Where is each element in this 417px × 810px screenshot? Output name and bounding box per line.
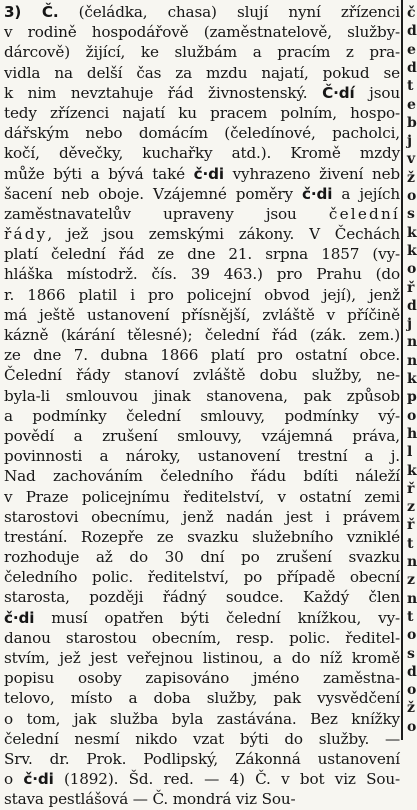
headword-abbrev: č·di — [302, 184, 333, 203]
fragment-letter: k — [407, 224, 417, 241]
text-line — [4, 527, 400, 547]
fragment-letter: d — [407, 23, 417, 40]
fragment-letter: n — [407, 352, 417, 369]
fragment-letter: b — [407, 114, 417, 131]
text-line — [4, 386, 400, 406]
text-line — [4, 587, 400, 607]
line-text: povědí a zrušení smlouvy, vzájemná práva, — [4, 426, 400, 445]
spaced-term: řády — [4, 225, 48, 244]
text-line — [4, 466, 400, 486]
fragment-letter: ř — [407, 480, 415, 497]
line-text: r. 1866 platil i pro policejní obvod její), jenž — [4, 285, 400, 304]
fragment-letter: k — [407, 242, 417, 259]
text-line — [4, 608, 400, 628]
line-text: o — [4, 770, 24, 789]
line-text: Nad zachováním čeledního řádu bdíti náleží — [4, 467, 400, 486]
fragment-letter: ž — [407, 700, 415, 717]
line-text: k nim nevztahuje řád živnostenský. — [4, 83, 323, 102]
text-line — [4, 204, 400, 224]
text-line — [4, 224, 400, 244]
fragment-letter: d — [407, 297, 417, 314]
text-line — [4, 244, 400, 264]
fragment-letter: t — [407, 78, 414, 95]
encyclopedia-entry — [4, 2, 400, 810]
line-text: (1892). Šd. red. — 4) Č. v bot viz Sou- — [53, 770, 401, 789]
line-text: v Praze policejnímu ředitelství, v ostatní zemi — [4, 487, 400, 506]
text-line — [4, 83, 400, 103]
text-line — [4, 789, 400, 809]
line-text: stvím, jež jest veřejnou listinou, a do níž kromě — [4, 649, 400, 667]
line-text: danou starostou obecním, resp. polic. ředitel- — [4, 628, 400, 647]
text-line — [4, 668, 400, 688]
text-line — [4, 507, 400, 527]
text-line — [4, 164, 400, 184]
line-text: telovo, místo a doba služby, pak vysvědčení — [4, 689, 400, 708]
line-text: vidla na delší čas za mzdu najatí, pokud se — [4, 63, 400, 82]
fragment-letter: ž — [407, 169, 415, 186]
line-text: kočí, děvečky, kuchařky atd.). Kromě mzdy — [4, 144, 400, 163]
line-text: povinnosti a nároky, ustanovení trestní a j. — [4, 447, 400, 466]
line-text: musí opatřen býti čelední knížkou, vy- — [34, 608, 400, 627]
text-line — [4, 567, 400, 587]
headword-abbrev: č·di — [4, 608, 35, 627]
line-text: popisu osoby zapisováno jméno zaměstna- — [4, 669, 400, 688]
fragment-letter: n — [407, 590, 417, 607]
text-line — [4, 688, 400, 708]
fragment-letter: o — [407, 407, 417, 424]
line-text: (čeládka, chasa) slují nyní zřízenci — [58, 3, 400, 21]
fragment-letter: ř — [407, 517, 415, 534]
fragment-letter: o — [407, 627, 417, 644]
adjacent-column-fragment — [405, 0, 416, 740]
fragment-letter: h — [407, 425, 417, 442]
headword-abbrev: 3) Č. — [4, 3, 59, 21]
line-text: trestání. Rozepře ze svazku služebního vzniklé — [4, 527, 400, 546]
line-text: Čelední řády stanoví zvláště dobu služby, ne- — [4, 366, 400, 385]
fragment-letter: s — [407, 206, 415, 223]
line-text: hláška místodrž. čís. 39 463.) pro Prahu (do — [4, 265, 400, 284]
fragment-letter: t — [407, 535, 414, 552]
text-line — [4, 264, 400, 284]
text-line — [4, 769, 400, 789]
fragment-letter: n — [407, 334, 417, 351]
fragment-letter: ř — [407, 279, 415, 296]
text-line — [4, 184, 400, 204]
fragment-letter: k — [407, 462, 417, 479]
text-line — [4, 22, 400, 42]
line-text: Srv. dr. Prok. Podlipský, Zákonná ustanovení — [4, 749, 400, 768]
line-text: čelední nesmí nikdo vzat býti do služby. — — [4, 729, 400, 748]
line-text: kázně (kárání tělesné); čelední řád (zák. zem.) — [4, 326, 400, 344]
fragment-letter: o — [407, 682, 417, 699]
line-text: , jež jsou zemskými zákony. V Čechách — [47, 225, 400, 244]
fragment-letter: t — [407, 608, 414, 625]
text-line — [4, 103, 400, 123]
line-text: v rodině hospodářově (zaměstnatelově, služby- — [4, 23, 400, 42]
line-text: jsou — [354, 83, 400, 102]
fragment-letter: e — [407, 41, 416, 58]
line-text: dářským nebo domácím (čeledínové, pacholci, — [4, 124, 400, 143]
text-line — [4, 285, 400, 305]
text-line — [4, 628, 400, 648]
line-text: platí čelední řád ze dne 21. srpna 1857 (vy- — [4, 245, 400, 264]
fragment-letter: o — [407, 261, 417, 278]
fragment-letter: v — [407, 151, 416, 168]
text-line — [4, 42, 400, 62]
text-line — [4, 345, 400, 365]
fragment-letter: d — [407, 59, 417, 76]
fragment-letter: j — [407, 316, 413, 333]
line-text: ze dne 7. dubna 1866 platí pro ostatní obce. — [4, 346, 400, 365]
line-text: vyhrazeno živení neb — [223, 164, 400, 183]
text-line — [4, 547, 400, 567]
fragment-letter: d — [407, 663, 417, 680]
line-text: a podmínky čelední smlouvy, podmínky vý- — [4, 406, 400, 425]
headword-abbrev: č·di — [23, 770, 54, 789]
line-text: může býti a bývá také — [4, 164, 194, 183]
fragment-letter: l — [407, 444, 413, 461]
text-line — [4, 305, 400, 325]
text-line — [4, 487, 400, 507]
text-line — [4, 749, 400, 769]
text-line — [4, 648, 400, 668]
text-line — [4, 123, 400, 143]
line-text: rozhoduje až do 30 dní po zrušení svazku — [4, 548, 400, 567]
text-line — [4, 63, 400, 83]
line-text: tedy zřízenci najatí ku pracem polním, hospo- — [4, 103, 400, 122]
text-line — [4, 729, 400, 749]
headword-abbrev: č·di — [193, 164, 224, 183]
line-text: byla-li smlouvou jinak stanovena, pak způsob — [4, 386, 400, 405]
text-line — [4, 426, 400, 446]
line-text: stava pestlášová — Č. mondrá viz Sou- — [4, 790, 296, 809]
text-line — [4, 446, 400, 466]
line-text: o tom, jak služba byla zastávána. Bez knížky — [4, 709, 400, 728]
text-line — [4, 709, 400, 729]
line-text: dárcově) žijící, ke službám a pracím z pra- — [4, 43, 400, 62]
fragment-letter: n — [407, 554, 417, 570]
line-text: má ještě ustanovení přísnější, zvláště v příčině — [4, 305, 400, 324]
line-text: starostovi obecnímu, jenž nadán jest i právem — [4, 507, 400, 526]
line-text: zaměstnavatelův upraveny jsou — [4, 204, 329, 223]
fragment-letter: s — [407, 645, 415, 662]
line-text: a jejích — [332, 184, 400, 203]
fragment-letter: o — [407, 188, 417, 204]
fragment-letter: j — [407, 133, 413, 150]
line-text: starosta, později řádný soudce. Každý člen — [4, 588, 400, 607]
fragment-letter: č — [407, 5, 416, 21]
line-text: šacení neb oboje. Vzájemné poměry — [4, 184, 303, 203]
text-line — [4, 325, 400, 345]
fragment-letter: z — [407, 499, 415, 516]
fragment-letter: k — [407, 371, 417, 387]
fragment-letter: e — [407, 96, 416, 113]
line-text: čeledního polic. ředitelství, po případě obecní — [4, 568, 400, 587]
fragment-letter: z — [407, 572, 415, 589]
fragment-letter: p — [407, 389, 417, 406]
column-divider — [401, 0, 403, 740]
text-line — [4, 406, 400, 426]
headword-abbrev: Č·dí — [322, 83, 355, 102]
text-line — [4, 2, 400, 22]
text-line — [4, 365, 400, 385]
spaced-term: čelední — [328, 204, 400, 223]
fragment-letter: o — [407, 718, 417, 735]
text-line — [4, 143, 400, 163]
